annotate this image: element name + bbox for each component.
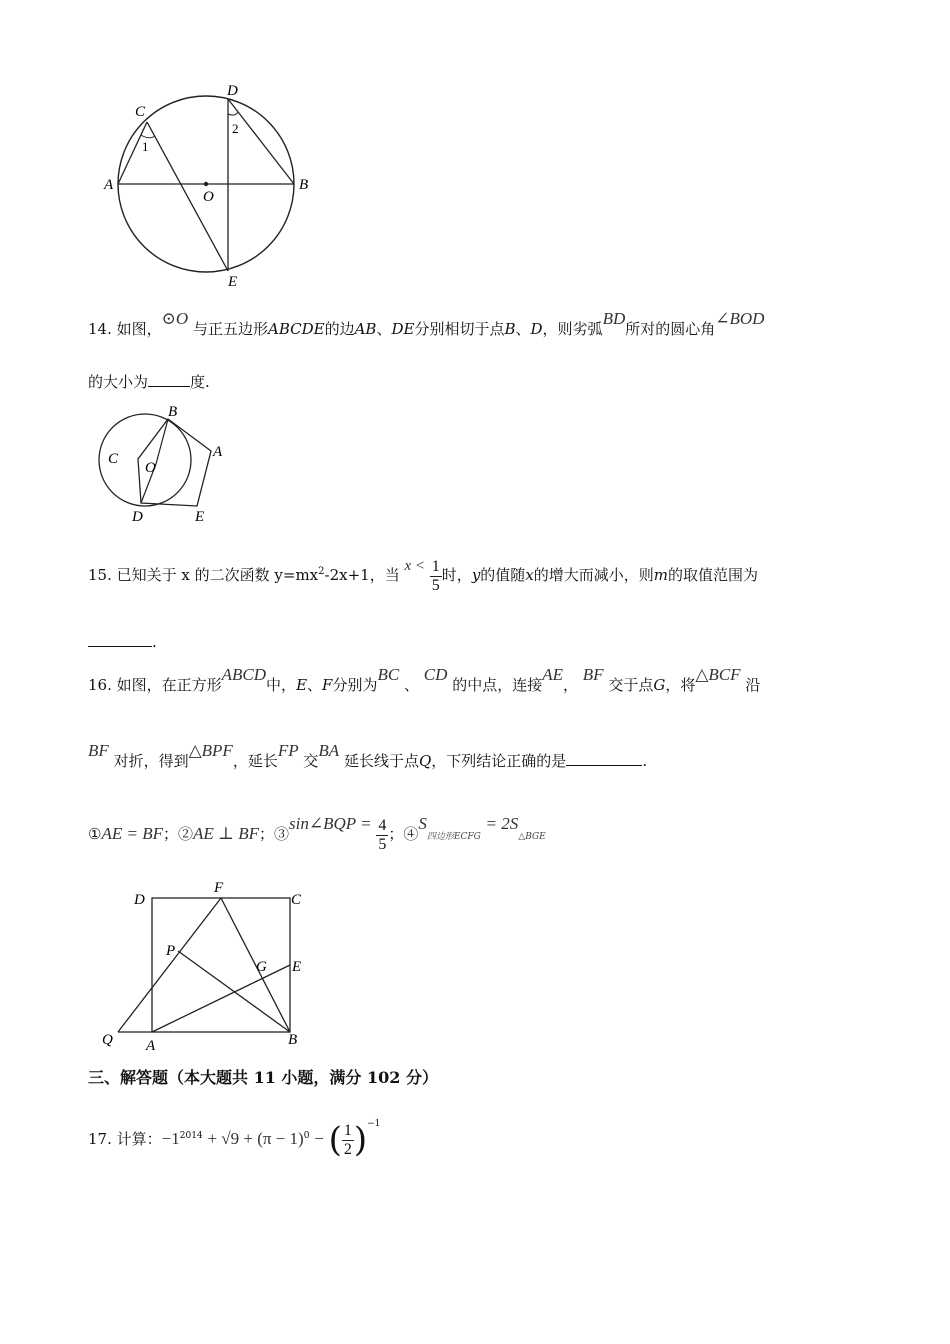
label-e: E (195, 509, 205, 525)
figure-q13 (100, 78, 330, 293)
label-d: D (132, 509, 143, 525)
label-b: B (299, 177, 309, 193)
label-e: E (292, 959, 302, 975)
center-dot (204, 182, 208, 186)
q15-line2: . (88, 631, 157, 653)
figure-q16 (96, 874, 346, 1056)
q16-fraction-4-5: $\frac{4}{5}$ (378, 816, 387, 853)
q14-line1: 14. 如图，⊙O 与正五边形ABCDE的边AB、DE分别相切于点B、D，则劣弧BD所对的圆心角∠BOD (88, 309, 765, 338)
label-p: P (166, 943, 176, 959)
section-3-heading: 三、解答题（本大题共 11 小题，满分 102 分） (88, 1068, 438, 1087)
label-b: B (168, 404, 178, 420)
q15-fraction: $\frac{1}{5}$ (431, 557, 440, 594)
figure-q14 (96, 402, 236, 527)
angle-2-arc (228, 112, 238, 115)
label-q: Q (102, 1032, 113, 1048)
label-f: F (214, 880, 224, 896)
label-g: G (256, 959, 267, 975)
label-c: C (108, 451, 119, 467)
q16-line2: BF 对折，得到△BPF，延长FP 交BA 延长线于点Q，下列结论正确的是 . (88, 741, 648, 770)
label-e: E (228, 274, 238, 290)
square-abcd (152, 898, 290, 1032)
label-d: D (134, 892, 145, 908)
q14-answer-blank[interactable] (148, 372, 190, 387)
q15-x-less: x < (404, 558, 426, 574)
segment-fq (118, 898, 221, 1032)
q14-circle-o: ⊙O (161, 309, 189, 328)
q14-number: 14. (88, 320, 112, 338)
label-2: 2 (232, 121, 239, 136)
q17-number: 17. (88, 1130, 112, 1148)
q16-line1: 16. 如图，在正方形ABCD中，E、F分别为BC 、 CD 的中点，连接AE， BF 交于点G，将△BCF 沿 (88, 665, 761, 694)
label-o: O (203, 189, 214, 205)
q15-line1: 15. 已知关于 x 的二次函数 $y=mx^2-2x+1$，当 x < $\frac{1}{5}$ 时，y的值随x的增大而减小，则m的取值范围为 (88, 557, 759, 594)
q17-line: 17. 计算：$-1^{2014} + √9 + (\pi - 1)^0$ − ( $\frac{1}{2}$ )$^{-1}$ (88, 1119, 381, 1160)
label-b: B (288, 1032, 298, 1048)
label-c: C (135, 104, 146, 120)
label-o: O (145, 460, 156, 476)
label-d: D (227, 83, 238, 99)
chord-db (228, 99, 294, 184)
label-a: A (104, 177, 114, 193)
q14-angle-bod: ∠BOD (715, 309, 765, 328)
q16-choices: ①AE = BF；②AE ⊥ BF；③sin∠BQP = $\frac{4}{5}$ ；④S四边形ECFG = 2S△BGE (88, 814, 546, 853)
angle-1-arc (141, 135, 155, 138)
label-1: 1 (142, 139, 149, 154)
q16-number: 16. (88, 676, 112, 694)
q16-answer-blank[interactable] (566, 751, 642, 766)
q17-fraction-1-2: $\frac{1}{2}$ (343, 1121, 352, 1158)
label-a: A (213, 444, 223, 460)
segment-ob (156, 419, 168, 464)
q15-number: 15. (88, 566, 112, 584)
label-a: A (146, 1038, 156, 1054)
q15-answer-blank[interactable] (88, 632, 152, 647)
chord-ce (147, 122, 228, 271)
label-c: C (291, 892, 302, 908)
q14-arc-bd: BD (602, 309, 626, 328)
segment-ae (152, 965, 290, 1032)
q14-line2: 的大小为 度. (88, 373, 210, 391)
